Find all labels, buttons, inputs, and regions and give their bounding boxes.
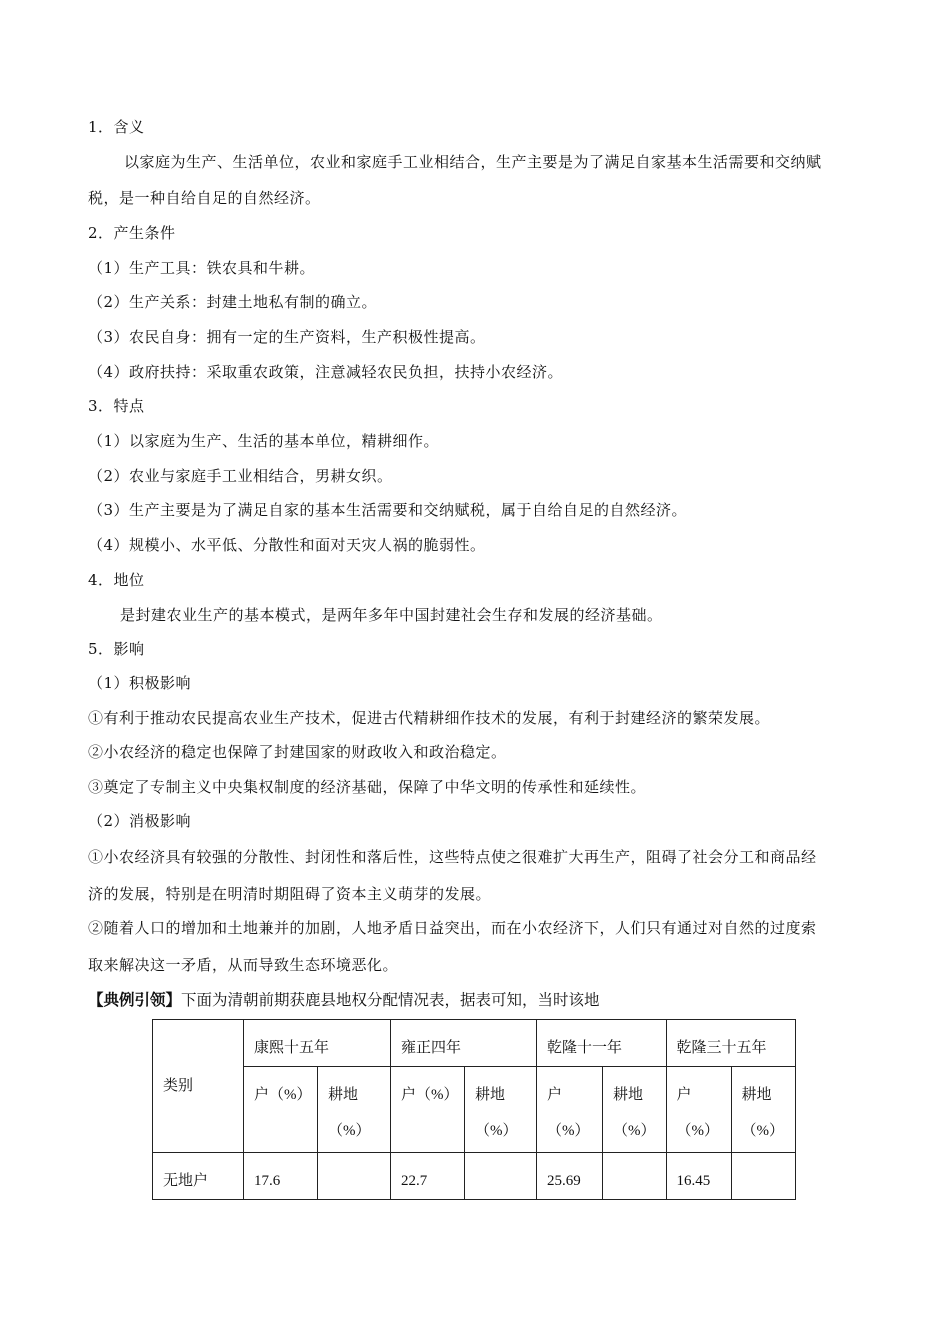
section-5-negative-heading: （2）消极影响 — [88, 812, 192, 830]
section-5-positive-heading: （1）积极影响 — [88, 674, 192, 692]
section-1-body-line-2: 税，是一种自给自足的自然经济。 — [88, 189, 321, 207]
households-subheader: 户 （%） — [666, 1067, 731, 1153]
land-distribution-table — [152, 1019, 796, 1200]
section-3-heading: 3．特点 — [88, 397, 145, 415]
period-header: 乾隆十一年 — [537, 1020, 667, 1067]
period-header: 雍正四年 — [391, 1020, 537, 1067]
section-1-body-line-1: 以家庭为生产、生活单位，农业和家庭手工业相结合，生产主要是为了满足自家基本生活需要和交纳赋 — [124, 153, 822, 171]
table-cell: 25.69 — [537, 1153, 603, 1200]
land-subheader: 耕地 （%） — [318, 1067, 391, 1153]
section-5-positive-item: ①有利于推动农民提高农业生产技术，促进古代精耕细作技术的发展，有利于封建经济的繁荣发展。 — [88, 709, 771, 727]
section-2-item: （1）生产工具：铁农具和牛耕。 — [88, 259, 316, 277]
example-text: 下面为清朝前期获鹿县地权分配情况表，据表可知，当时该地 — [181, 992, 600, 1009]
table-row — [153, 1153, 796, 1200]
section-5-negative-item-1-line-2: 济的发展，特别是在明清时期阻碍了资本主义萌芽的发展。 — [88, 885, 492, 903]
example-label: 【典例引领】 — [88, 992, 182, 1009]
section-5-negative-item-2-line-2: 取来解决这一矛盾，从而导致生态环境恶化。 — [88, 956, 399, 974]
table-cell — [731, 1153, 795, 1200]
households-subheader: 户 （%） — [537, 1067, 603, 1153]
category-header: 类别 — [153, 1020, 244, 1153]
table-cell: 22.7 — [391, 1153, 465, 1200]
section-2-item: （2）生产关系：封建土地私有制的确立。 — [88, 293, 378, 311]
section-5-negative-item-1-line-1: ①小农经济具有较强的分散性、封闭性和落后性，这些特点使之很难扩大再生产，阻碍了社会分工和商品经 — [88, 848, 817, 866]
section-5-heading: 5．影响 — [88, 640, 145, 658]
table-subheader-row — [153, 1067, 796, 1153]
table-cell — [603, 1153, 667, 1200]
row-label: 无地户 — [153, 1153, 244, 1200]
section-4-heading: 4．地位 — [88, 571, 145, 589]
section-3-item: （2）农业与家庭手工业相结合，男耕女织。 — [88, 467, 393, 485]
section-4-body: 是封建农业生产的基本模式，是两年多年中国封建社会生存和发展的经济基础。 — [120, 606, 663, 624]
land-subheader: 耕地 （%） — [731, 1067, 795, 1153]
section-5-negative-item-2-line-1: ②随着人口的增加和土地兼并的加剧，人地矛盾日益突出，而在小农经济下，人们只有通过对自然的过度索 — [88, 919, 817, 937]
section-1-heading: 1．含义 — [88, 118, 145, 136]
section-3-item: （1）以家庭为生产、生活的基本单位，精耕细作。 — [88, 432, 440, 450]
table-cell: 17.6 — [244, 1153, 318, 1200]
section-2-heading: 2．产生条件 — [88, 224, 176, 242]
section-5-positive-item: ③奠定了专制主义中央集权制度的经济基础，保障了中华文明的传承性和延续性。 — [88, 778, 647, 796]
section-5-positive-item: ②小农经济的稳定也保障了封建国家的财政收入和政治稳定。 — [88, 743, 507, 761]
table-cell — [318, 1153, 391, 1200]
example-prompt — [88, 989, 600, 1012]
table-header-row — [153, 1020, 796, 1067]
section-3-item: （4）规模小、水平低、分散性和面对天灾人祸的脆弱性。 — [88, 536, 486, 554]
land-subheader: 耕地 （%） — [465, 1067, 537, 1153]
table-cell: 16.45 — [666, 1153, 731, 1200]
section-2-item: （3）农民自身：拥有一定的生产资料，生产积极性提高。 — [88, 328, 486, 346]
table-cell — [465, 1153, 537, 1200]
period-header: 康熙十五年 — [244, 1020, 391, 1067]
section-3-item: （3）生产主要是为了满足自家的基本生活需要和交纳赋税，属于自给自足的自然经济。 — [88, 501, 688, 519]
period-header: 乾隆三十五年 — [666, 1020, 795, 1067]
land-subheader: 耕地 （%） — [603, 1067, 667, 1153]
households-subheader: 户（%） — [244, 1067, 318, 1153]
section-2-item: （4）政府扶持：采取重农政策，注意减轻农民负担，扶持小农经济。 — [88, 363, 564, 381]
households-subheader: 户（%） — [391, 1067, 465, 1153]
